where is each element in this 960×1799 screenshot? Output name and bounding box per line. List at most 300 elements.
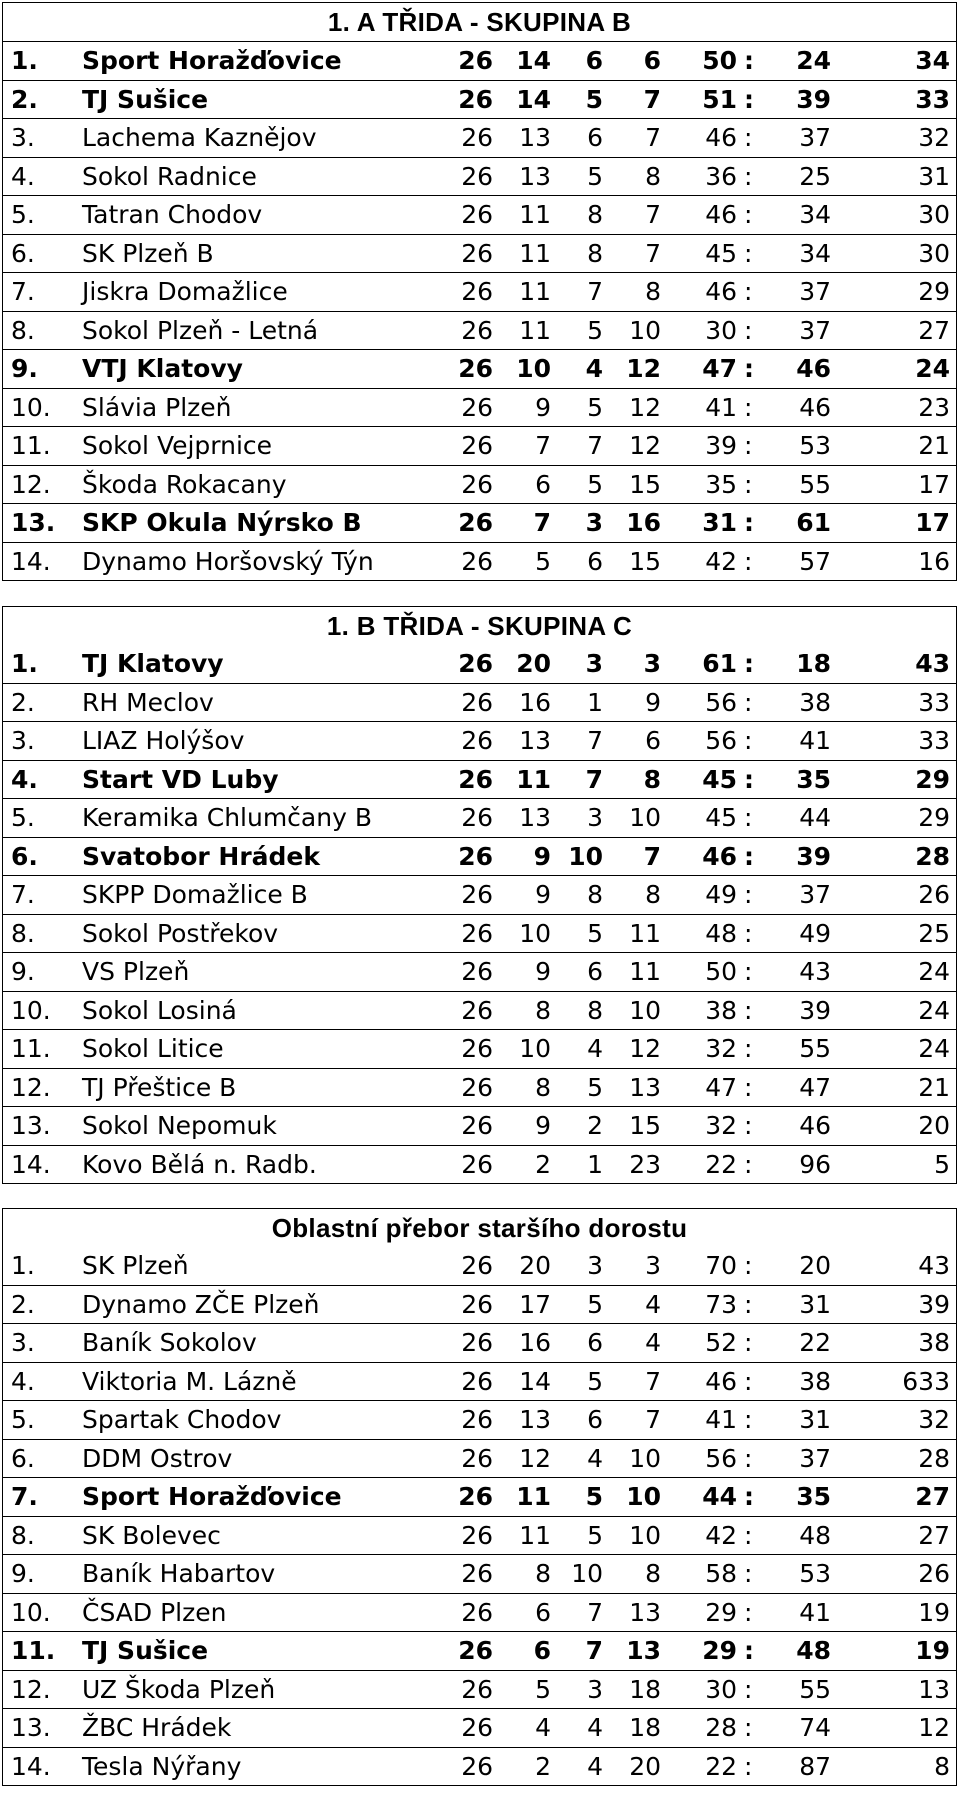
played-cell: 26 (458, 46, 493, 75)
wins-cell: 9 (535, 392, 551, 422)
draws-cell: 3 (587, 803, 603, 832)
position-cell: 12. (11, 1072, 51, 1102)
goals-for-cell: 58 (705, 1559, 737, 1588)
position-cell: 7. (11, 1482, 38, 1511)
team-name-cell: DDM Ostrov (82, 1443, 233, 1473)
losses-cell: 9 (645, 687, 661, 717)
position-cell: 2. (11, 687, 35, 717)
draws-cell: 3 (587, 1674, 603, 1704)
losses-cell: 8 (645, 1559, 661, 1588)
table-row (3, 389, 956, 428)
score-colon: : (744, 1289, 753, 1319)
table-row (3, 196, 956, 235)
table-row (3, 119, 956, 158)
goals-against-cell: 34 (799, 238, 831, 268)
wins-cell: 14 (516, 84, 551, 114)
points-cell: 19 (918, 1597, 950, 1627)
played-cell: 26 (461, 687, 493, 717)
league-table-1b-c (2, 606, 957, 1184)
goals-for-cell: 38 (705, 995, 737, 1025)
goals-for-cell: 50 (702, 46, 737, 75)
table-row (3, 761, 956, 800)
team-name-cell: Slávia Plzeň (82, 392, 232, 422)
wins-cell: 4 (535, 1713, 551, 1742)
wins-cell: 2 (535, 1149, 551, 1179)
team-name-cell: Sport Horažďovice (82, 1482, 342, 1511)
goals-against-cell: 53 (799, 1559, 831, 1588)
table-row (3, 1709, 956, 1748)
wins-cell: 9 (535, 880, 551, 909)
team-name-cell: Sokol Litice (82, 1034, 224, 1063)
team-name-cell: Sokol Postřekov (82, 918, 279, 948)
goals-for-cell: 42 (705, 1520, 737, 1550)
points-cell: 43 (915, 649, 950, 678)
wins-cell: 11 (516, 1482, 551, 1511)
table-row (3, 799, 956, 838)
points-cell: 27 (918, 315, 950, 345)
played-cell: 26 (461, 546, 493, 576)
played-cell: 26 (461, 726, 493, 755)
goals-for-cell: 36 (705, 161, 737, 191)
wins-cell: 14 (516, 46, 551, 75)
goals-for-cell: 70 (705, 1251, 737, 1280)
standings-rows (3, 42, 956, 580)
draws-cell: 5 (587, 392, 603, 422)
table-row (3, 1030, 956, 1069)
played-cell: 26 (458, 354, 493, 383)
wins-cell: 11 (519, 1520, 551, 1550)
goals-against-cell: 39 (796, 84, 831, 114)
wins-cell: 11 (519, 238, 551, 268)
draws-cell: 6 (585, 46, 603, 75)
losses-cell: 12 (629, 392, 661, 422)
points-cell: 39 (918, 1289, 950, 1319)
played-cell: 26 (461, 161, 493, 191)
losses-cell: 10 (629, 1443, 661, 1473)
draws-cell: 5 (587, 918, 603, 948)
draws-cell: 4 (587, 1751, 603, 1781)
draws-cell: 5 (587, 1289, 603, 1319)
goals-against-cell: 37 (799, 1443, 831, 1473)
points-cell: 23 (918, 392, 950, 422)
score-colon: : (744, 1034, 753, 1063)
losses-cell: 7 (645, 200, 661, 229)
wins-cell: 20 (519, 1251, 551, 1280)
draws-cell: 5 (585, 1482, 603, 1511)
score-colon: : (744, 392, 753, 422)
draws-cell: 4 (585, 354, 603, 383)
table-row (3, 953, 956, 992)
played-cell: 26 (458, 841, 493, 871)
played-cell: 26 (461, 123, 493, 152)
losses-cell: 7 (643, 84, 661, 114)
goals-for-cell: 52 (705, 1328, 737, 1357)
played-cell: 26 (461, 1443, 493, 1473)
score-colon: : (744, 46, 754, 75)
losses-cell: 6 (645, 726, 661, 755)
table-row (3, 350, 956, 389)
draws-cell: 5 (587, 1520, 603, 1550)
team-name-cell: TJ Přeštice B (82, 1072, 237, 1102)
table-row (3, 1555, 956, 1594)
draws-cell: 5 (587, 315, 603, 345)
goals-for-cell: 31 (702, 508, 737, 537)
points-cell: 26 (918, 1559, 950, 1588)
points-cell: 29 (915, 764, 950, 794)
table-row (3, 1594, 956, 1633)
losses-cell: 18 (629, 1674, 661, 1704)
draws-cell: 4 (587, 1443, 603, 1473)
played-cell: 26 (461, 1366, 493, 1396)
team-name-cell: Dynamo Horšovský Týn (82, 546, 374, 576)
goals-against-cell: 37 (799, 277, 831, 306)
goals-for-cell: 45 (705, 803, 737, 832)
table-row (3, 1286, 956, 1325)
losses-cell: 6 (643, 46, 661, 75)
losses-cell: 20 (629, 1751, 661, 1781)
draws-cell: 1 (587, 1149, 603, 1179)
team-name-cell: Sokol Radnice (82, 161, 257, 191)
played-cell: 26 (461, 392, 493, 422)
draws-cell: 7 (585, 764, 603, 794)
score-colon: : (744, 315, 753, 345)
draws-cell: 8 (587, 880, 603, 909)
played-cell: 26 (461, 200, 493, 229)
table-row (3, 1401, 956, 1440)
position-cell: 4. (11, 764, 38, 794)
position-cell: 1. (11, 46, 38, 75)
position-cell: 10. (11, 1597, 51, 1627)
score-colon: : (744, 764, 754, 794)
losses-cell: 3 (643, 649, 661, 678)
draws-cell: 6 (587, 546, 603, 576)
points-cell: 25 (918, 918, 950, 948)
losses-cell: 13 (626, 1636, 661, 1665)
played-cell: 26 (458, 1636, 493, 1665)
played-cell: 26 (458, 764, 493, 794)
goals-for-cell: 35 (705, 469, 737, 499)
position-cell: 14. (11, 546, 51, 576)
goals-against-cell: 38 (799, 687, 831, 717)
score-colon: : (744, 1366, 753, 1396)
losses-cell: 16 (626, 508, 661, 537)
position-cell: 7. (11, 880, 35, 909)
wins-cell: 9 (533, 841, 551, 871)
goals-against-cell: 34 (799, 200, 831, 229)
position-cell: 3. (11, 123, 35, 152)
losses-cell: 10 (629, 1520, 661, 1550)
draws-cell: 7 (585, 1636, 603, 1665)
points-cell: 29 (918, 277, 950, 306)
score-colon: : (744, 726, 753, 755)
points-cell: 13 (918, 1674, 950, 1704)
played-cell: 26 (461, 315, 493, 345)
position-cell: 4. (11, 1366, 35, 1396)
draws-cell: 8 (587, 238, 603, 268)
draws-cell: 6 (587, 1328, 603, 1357)
team-name-cell: SK Plzeň B (82, 238, 214, 268)
points-cell: 30 (918, 200, 950, 229)
team-name-cell: Keramika Chlumčany B (82, 803, 372, 832)
position-cell: 10. (11, 392, 51, 422)
team-name-cell: Baník Sokolov (82, 1328, 257, 1357)
losses-cell: 11 (629, 918, 661, 948)
goals-against-cell: 41 (799, 726, 831, 755)
played-cell: 26 (461, 1674, 493, 1704)
draws-cell: 1 (587, 687, 603, 717)
team-name-cell: Sokol Nepomuk (82, 1111, 277, 1140)
score-colon: : (744, 1674, 753, 1704)
position-cell: 12. (11, 469, 51, 499)
played-cell: 26 (461, 1034, 493, 1063)
position-cell: 8. (11, 1520, 35, 1550)
position-cell: 12. (11, 1674, 51, 1704)
played-cell: 26 (461, 1072, 493, 1102)
goals-for-cell: 41 (705, 392, 737, 422)
team-name-cell: Tesla Nýřany (82, 1751, 242, 1781)
wins-cell: 13 (519, 1405, 551, 1434)
played-cell: 26 (461, 431, 493, 460)
table-row (3, 1748, 956, 1786)
table-row (3, 466, 956, 505)
team-name-cell: Viktoria M. Lázně (82, 1366, 297, 1396)
draws-cell: 3 (585, 508, 603, 537)
points-cell: 21 (918, 1072, 950, 1102)
table-row (3, 1146, 956, 1184)
draws-cell: 6 (587, 1405, 603, 1434)
points-cell: 33 (918, 687, 950, 717)
losses-cell: 7 (645, 238, 661, 268)
goals-for-cell: 44 (702, 1482, 737, 1511)
table-row (3, 158, 956, 197)
losses-cell: 18 (629, 1713, 661, 1742)
goals-for-cell: 41 (705, 1405, 737, 1434)
played-cell: 26 (461, 1328, 493, 1357)
goals-against-cell: 37 (799, 315, 831, 345)
goals-against-cell: 55 (799, 1674, 831, 1704)
league-table-dorost (2, 1208, 957, 1786)
points-cell: 28 (918, 1443, 950, 1473)
table-row (3, 876, 956, 915)
wins-cell: 11 (519, 315, 551, 345)
played-cell: 26 (461, 1559, 493, 1588)
losses-cell: 10 (629, 803, 661, 832)
position-cell: 5. (11, 803, 35, 832)
score-colon: : (744, 546, 753, 576)
played-cell: 26 (461, 1713, 493, 1742)
score-colon: : (744, 1251, 753, 1280)
position-cell: 6. (11, 841, 38, 871)
points-cell: 28 (915, 841, 950, 871)
wins-cell: 6 (535, 1597, 551, 1627)
wins-cell: 9 (535, 957, 551, 986)
position-cell: 2. (11, 84, 38, 114)
played-cell: 26 (458, 508, 493, 537)
score-colon: : (744, 1443, 753, 1473)
goals-for-cell: 28 (705, 1713, 737, 1742)
table-row (3, 722, 956, 761)
losses-cell: 3 (645, 1251, 661, 1280)
losses-cell: 8 (645, 161, 661, 191)
wins-cell: 6 (535, 469, 551, 499)
score-colon: : (744, 880, 753, 909)
wins-cell: 8 (535, 1072, 551, 1102)
played-cell: 26 (461, 277, 493, 306)
losses-cell: 12 (629, 1034, 661, 1063)
team-name-cell: Start VD Luby (82, 764, 279, 794)
goals-for-cell: 32 (705, 1034, 737, 1063)
position-cell: 11. (11, 1034, 51, 1063)
table-row (3, 838, 956, 877)
points-cell: 5 (934, 1149, 950, 1179)
score-colon: : (744, 431, 753, 460)
goals-for-cell: 22 (705, 1751, 737, 1781)
goals-for-cell: 22 (705, 1149, 737, 1179)
goals-against-cell: 57 (799, 546, 831, 576)
goals-against-cell: 31 (799, 1405, 831, 1434)
table-row (3, 645, 956, 684)
points-cell: 27 (918, 1520, 950, 1550)
goals-against-cell: 35 (796, 764, 831, 794)
played-cell: 26 (461, 1751, 493, 1781)
played-cell: 26 (461, 918, 493, 948)
draws-cell: 10 (568, 841, 603, 871)
losses-cell: 8 (645, 880, 661, 909)
points-cell: 19 (915, 1636, 950, 1665)
played-cell: 26 (461, 1149, 493, 1179)
wins-cell: 9 (535, 1111, 551, 1140)
score-colon: : (744, 238, 753, 268)
goals-against-cell: 46 (799, 1111, 831, 1140)
losses-cell: 10 (629, 315, 661, 345)
table-row (3, 1069, 956, 1108)
table-row (3, 915, 956, 954)
team-name-cell: SKP Okula Nýrsko B (82, 508, 362, 537)
points-cell: 24 (915, 354, 950, 383)
points-cell: 33 (915, 84, 950, 114)
goals-against-cell: 31 (799, 1289, 831, 1319)
goals-against-cell: 48 (799, 1520, 831, 1550)
team-name-cell: LIAZ Holýšov (82, 726, 245, 755)
position-cell: 9. (11, 957, 35, 986)
played-cell: 26 (461, 1520, 493, 1550)
wins-cell: 7 (535, 431, 551, 460)
played-cell: 26 (461, 469, 493, 499)
team-name-cell: RH Meclov (82, 687, 214, 717)
score-colon: : (744, 1482, 754, 1511)
position-cell: 4. (11, 161, 35, 191)
played-cell: 26 (461, 238, 493, 268)
position-cell: 3. (11, 726, 35, 755)
wins-cell: 11 (519, 200, 551, 229)
standings-rows (3, 645, 956, 1183)
position-cell: 6. (11, 238, 35, 268)
goals-for-cell: 30 (705, 315, 737, 345)
team-name-cell: Svatobor Hrádek (82, 841, 321, 871)
position-cell: 7. (11, 277, 35, 306)
team-name-cell: TJ Klatovy (82, 649, 224, 678)
score-colon: : (744, 995, 753, 1025)
position-cell: 1. (11, 649, 38, 678)
goals-against-cell: 87 (799, 1751, 831, 1781)
goals-for-cell: 50 (705, 957, 737, 986)
goals-against-cell: 24 (796, 46, 831, 75)
wins-cell: 5 (535, 546, 551, 576)
goals-for-cell: 56 (705, 687, 737, 717)
goals-against-cell: 47 (799, 1072, 831, 1102)
table-row (3, 312, 956, 351)
draws-cell: 6 (587, 123, 603, 152)
goals-against-cell: 22 (799, 1328, 831, 1357)
position-cell: 5. (11, 200, 35, 229)
score-colon: : (744, 84, 754, 114)
team-name-cell: Lachema Kaznějov (82, 123, 317, 152)
table-row (3, 992, 956, 1031)
points-cell: 34 (915, 46, 950, 75)
position-cell: 6. (11, 1443, 35, 1473)
goals-for-cell: 47 (702, 354, 737, 383)
goals-for-cell: 47 (705, 1072, 737, 1102)
goals-for-cell: 42 (705, 546, 737, 576)
draws-cell: 5 (587, 1072, 603, 1102)
table-row (3, 427, 956, 466)
draws-cell: 3 (587, 1251, 603, 1280)
position-cell: 1. (11, 1251, 35, 1280)
team-name-cell: SKPP Domažlice B (82, 880, 308, 909)
draws-cell: 2 (587, 1111, 603, 1140)
score-colon: : (744, 1520, 753, 1550)
points-cell: 633 (902, 1366, 950, 1396)
score-colon: : (744, 803, 753, 832)
wins-cell: 2 (535, 1751, 551, 1781)
wins-cell: 16 (519, 1328, 551, 1357)
team-name-cell: Sokol Vejprnice (82, 431, 273, 460)
points-cell: 16 (918, 546, 950, 576)
draws-cell: 5 (587, 469, 603, 499)
league-title: Oblastní přebor staršího dorostu (271, 1213, 688, 1243)
score-colon: : (744, 354, 754, 383)
losses-cell: 7 (645, 1366, 661, 1396)
losses-cell: 13 (629, 1597, 661, 1627)
points-cell: 17 (918, 469, 950, 499)
losses-cell: 8 (645, 277, 661, 306)
position-cell: 3. (11, 1328, 35, 1357)
losses-cell: 15 (629, 1111, 661, 1140)
league-title: 1. A TŘIDA - SKUPINA B (3, 3, 956, 42)
draws-cell: 4 (587, 1713, 603, 1742)
goals-against-cell: 53 (799, 431, 831, 460)
wins-cell: 20 (516, 649, 551, 678)
wins-cell: 10 (516, 354, 551, 383)
draws-cell: 7 (587, 431, 603, 460)
points-cell: 29 (918, 803, 950, 832)
goals-for-cell: 45 (705, 238, 737, 268)
wins-cell: 11 (516, 764, 551, 794)
team-name-cell: Baník Habartov (82, 1559, 276, 1588)
goals-against-cell: 18 (796, 649, 831, 678)
points-cell: 8 (934, 1751, 950, 1781)
score-colon: : (744, 1405, 753, 1434)
draws-cell: 3 (585, 649, 603, 678)
table-row (3, 543, 956, 581)
draws-cell: 6 (587, 957, 603, 986)
score-colon: : (744, 1713, 753, 1742)
wins-cell: 10 (519, 1034, 551, 1063)
team-name-cell: Kovo Bělá n. Radb. (82, 1149, 317, 1179)
goals-against-cell: 74 (799, 1713, 831, 1742)
wins-cell: 11 (519, 277, 551, 306)
played-cell: 26 (458, 649, 493, 678)
